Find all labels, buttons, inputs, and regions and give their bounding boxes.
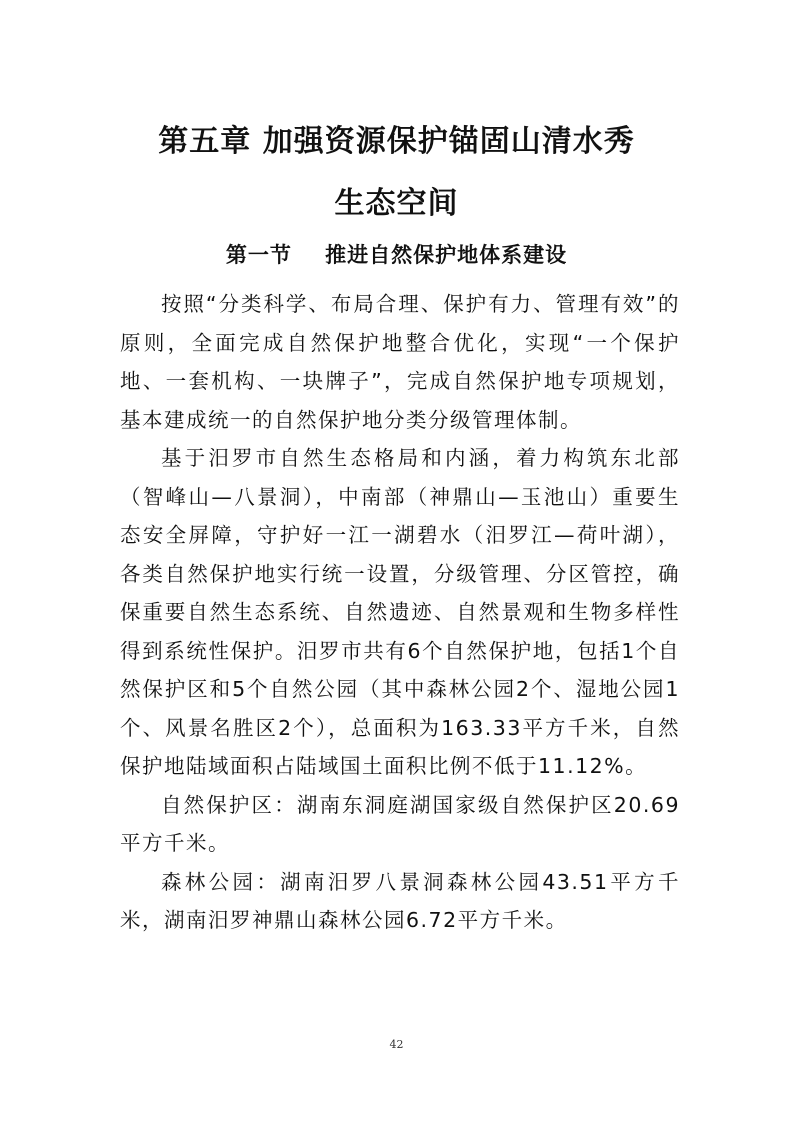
paragraph-nature-reserve: 自然保护区：湖南东洞庭湖国家级自然保护区20.69平方千米。 bbox=[120, 792, 680, 855]
section-title: 第一节 推进自然保护地体系建设 bbox=[225, 243, 568, 267]
page-number: 42 bbox=[389, 1038, 404, 1051]
paragraph-forest-parks: 森林公园：湖南汨罗八景洞森林公园43.51平方千米，湖南汨罗神鼎山森林公园6.72平方千米。 bbox=[120, 869, 680, 932]
paragraph-ecological-pattern: 基于汨罗市自然生态格局和内涵，着力构筑东北部（智峰山—八景洞），中南部（神鼎山—玉池山）重要生态安全屏障，守护好一江一湖碧水（汨罗江—荷叶湖），各类自然保护地实行统一设置，分级管理、分区管控，确保重要自然生态系统、自然遗迹、自然景观和生物多样性得到系统性保护。汨罗市共有6个自然保护地，包括1个自然保护区和5个自然公园（其中森林公园2个、湿地公园1个、风景名胜区2个），总面积为163.33平方千米，自然保护地陆域面积占陆域国土面积比例不低于11.12%。 bbox=[120, 446, 680, 778]
chapter-title-line-2: 生态空间 bbox=[334, 186, 459, 221]
chapter-title-line-1: 第五章 加强资源保护锚固山清水秀 bbox=[158, 124, 635, 159]
body-text bbox=[120, 285, 680, 940]
paragraph-principles: 按照“分类科学、布局合理、保护有力、管理有效”的原则，全面完成自然保护地整合优化，实现“一个保护地、一套机构、一块牌子”，完成自然保护地专项规划，基本建成统一的自然保护地分类分级管理体制。 bbox=[120, 292, 680, 432]
